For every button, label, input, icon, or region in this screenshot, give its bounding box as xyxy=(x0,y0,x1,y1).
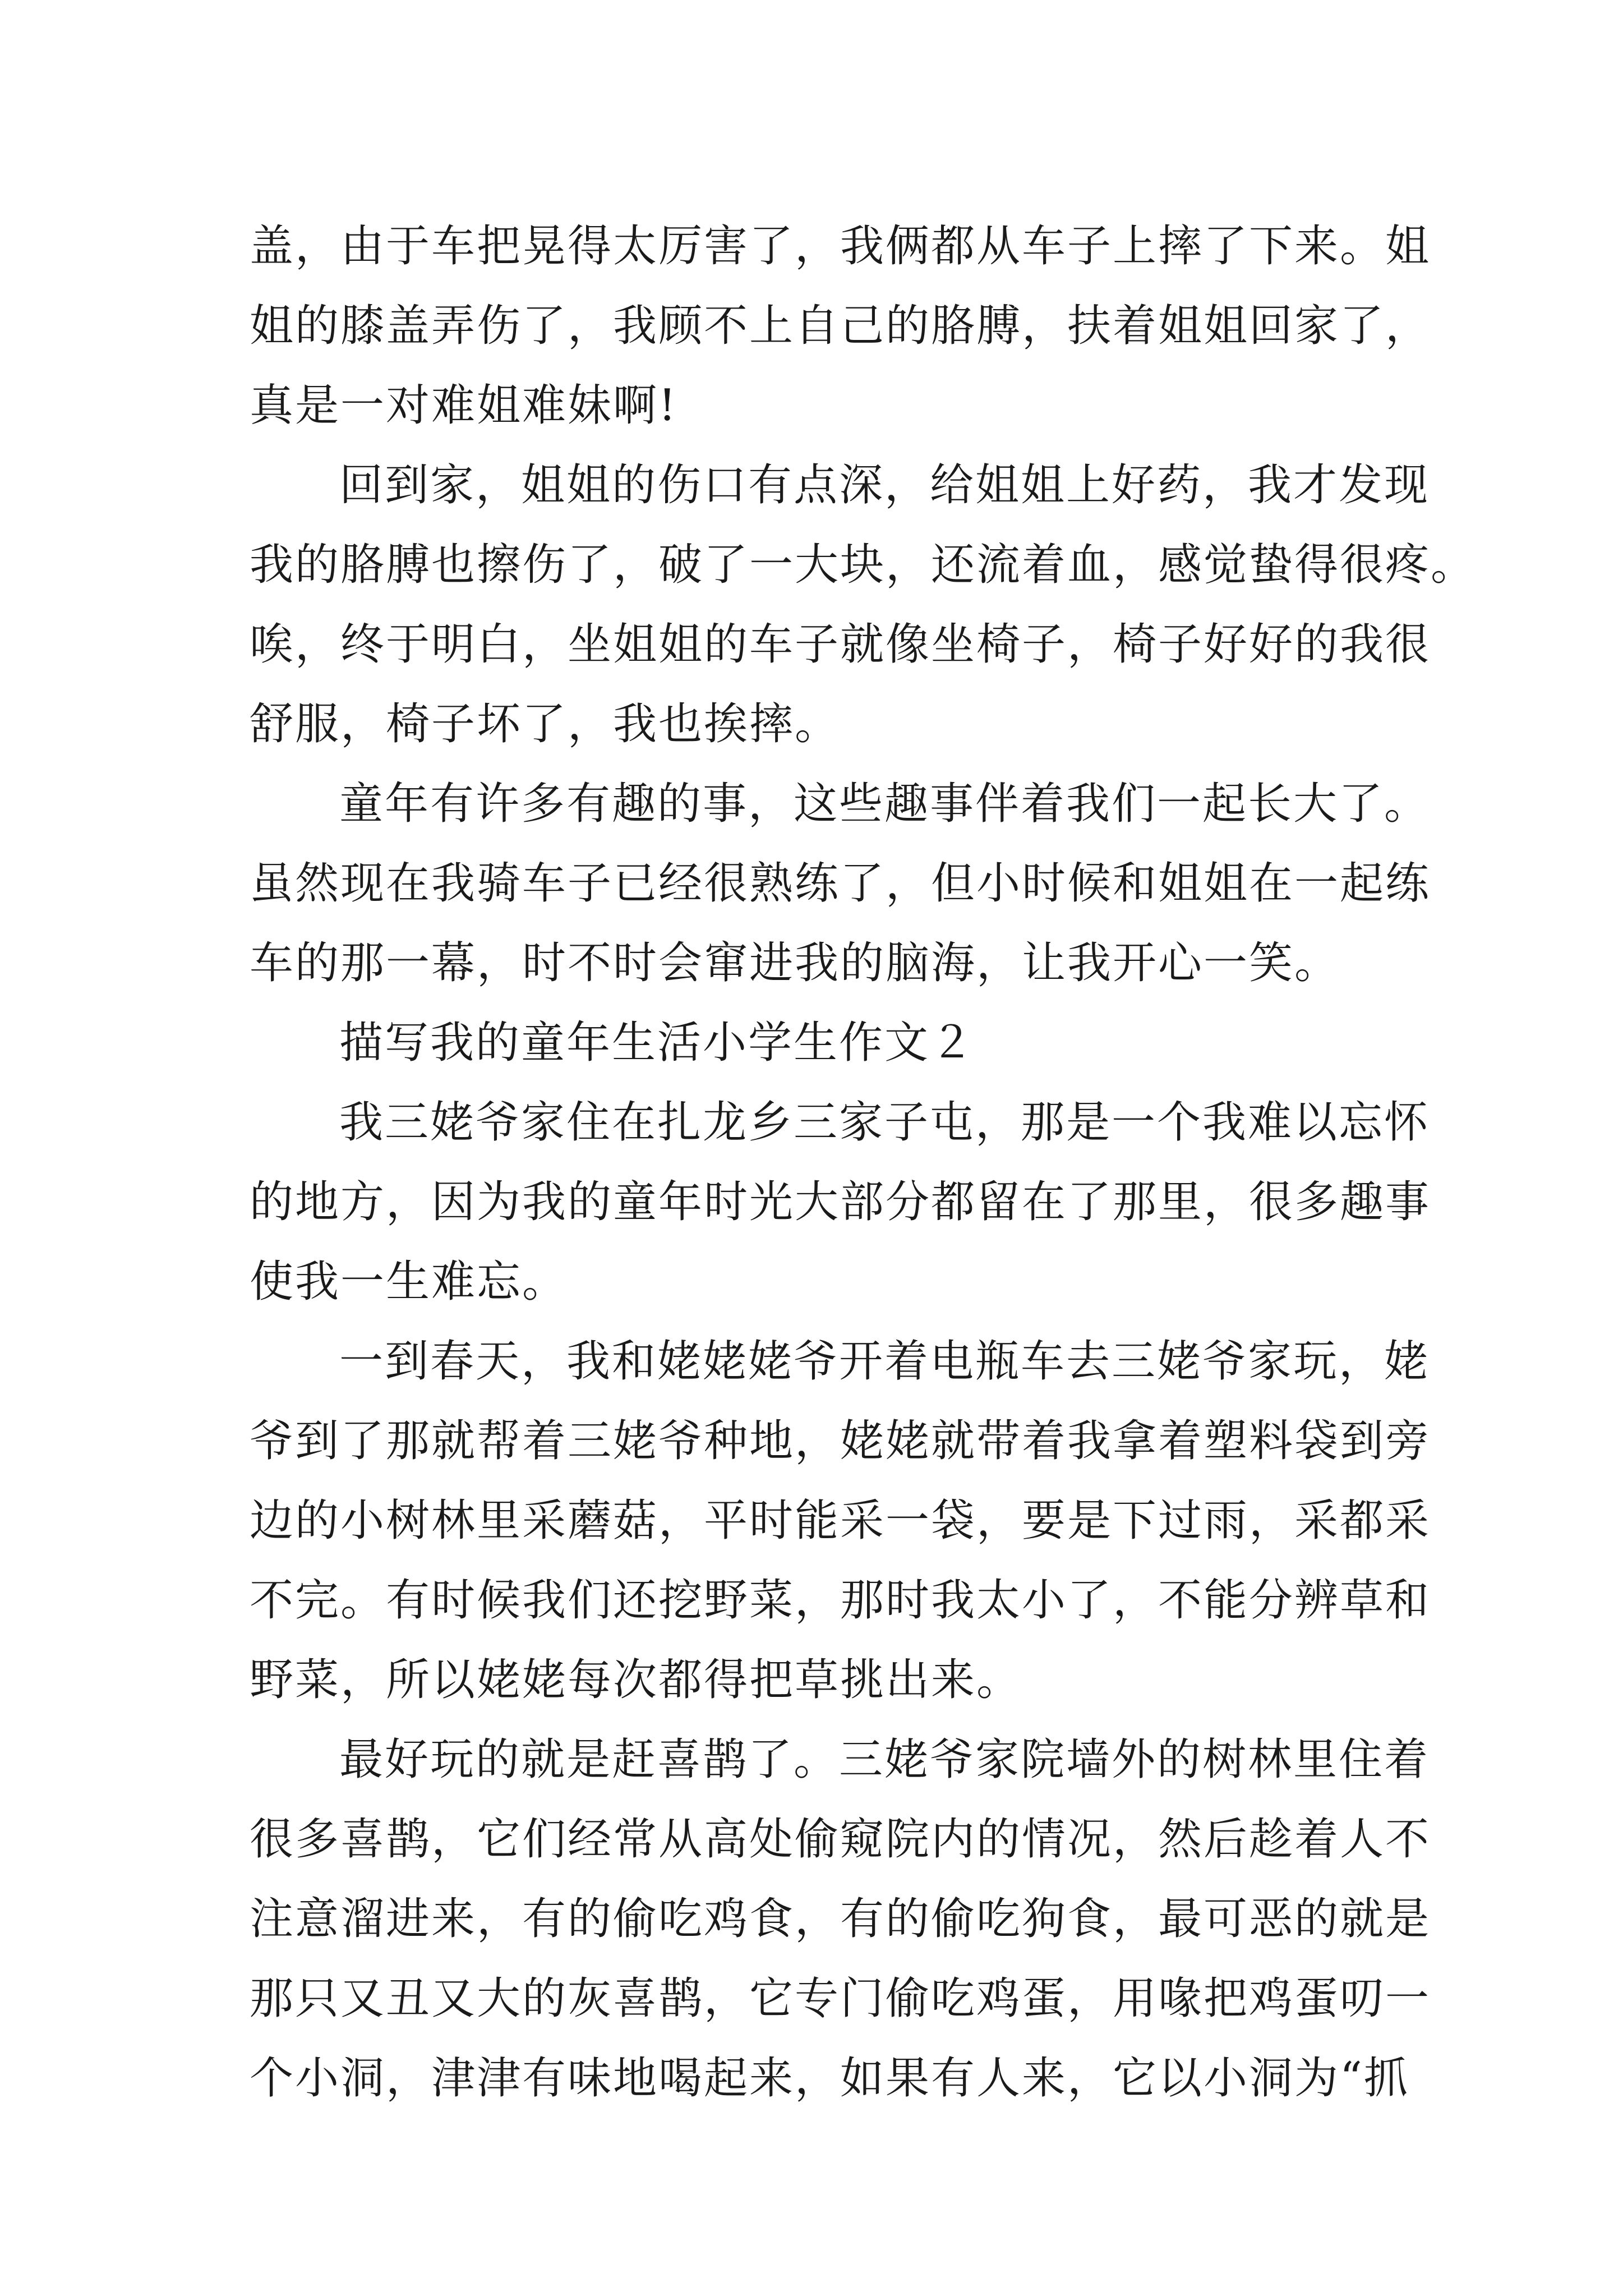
text-line: 唉，终于明白，坐姐姐的车子就像坐椅子，椅子好好的我很 xyxy=(250,619,1431,670)
paragraph-first-line: 最好玩的就是赶喜鹊了。三姥爷家院墙外的树林里住着 xyxy=(339,1734,1430,1785)
text-line: 我的胳膊也擦伤了，破了一大块，还流着血，感觉蛰得很疼。 xyxy=(250,540,1477,590)
text-line: 真是一对难姐难妹啊! xyxy=(250,380,678,431)
paragraph-first-line: 童年有许多有趣的事，这些趣事伴着我们一起长大了。 xyxy=(339,779,1430,829)
text-line: 那只又丑又大的灰喜鹊，它专门偷吃鸡蛋，用喙把鸡蛋叨一 xyxy=(250,1973,1431,2024)
text-line: 注意溜进来，有的偷吃鸡食，有的偷吃狗食，最可恶的就是 xyxy=(250,1894,1431,1944)
text-line: 不完。有时候我们还挖野菜，那时我太小了，不能分辨草和 xyxy=(250,1575,1431,1626)
text-line: 使我一生难忘。 xyxy=(250,1257,568,1307)
text-line: 个小洞，津津有味地喝起来，如果有人来，它以小洞为“抓 xyxy=(250,2053,1409,2104)
text-line: 的地方，因为我的童年时光大部分都留在了那里，很多趣事 xyxy=(250,1177,1431,1227)
text-line: 盖，由于车把晃得太厉害了，我俩都从车子上摔了下来。姐 xyxy=(250,221,1431,272)
essay-title: 描写我的童年生活小学生作文２ xyxy=(339,1018,976,1068)
paragraph-first-line: 我三姥爷家住在扎龙乡三家子屯，那是一个我难以忘怀 xyxy=(339,1097,1430,1148)
text-line: 爷到了那就帮着三姥爷种地，姥姥就带着我拿着塑料袋到旁 xyxy=(250,1416,1431,1466)
text-line: 舒服，椅子坏了，我也挨摔。 xyxy=(250,699,841,749)
text-line: 边的小树林里采蘑菇，平时能采一袋，要是下过雨，采都采 xyxy=(250,1496,1431,1546)
text-line: 虽然现在我骑车子已经很熟练了，但小时候和姐姐在一起练 xyxy=(250,858,1431,909)
paragraph-first-line: 回到家，姐姐的伤口有点深，给姐姐上好药，我才发现 xyxy=(339,460,1430,510)
paragraph-first-line: 一到春天，我和姥姥姥爷开着电瓶车去三姥爷家玩，姥 xyxy=(339,1336,1430,1387)
text-line: 姐的膝盖弄伤了，我顾不上自己的胳膊，扶着姐姐回家了， xyxy=(250,301,1431,351)
text-line: 很多喜鹊，它们经常从高处偷窥院内的情况，然后趁着人不 xyxy=(250,1814,1431,1865)
text-line: 车的那一幕，时不时会窜进我的脑海，让我开心一笑。 xyxy=(250,938,1340,988)
text-line: 野菜，所以姥姥每次都得把草挑出来。 xyxy=(250,1655,1022,1705)
document-page xyxy=(250,206,1477,2118)
